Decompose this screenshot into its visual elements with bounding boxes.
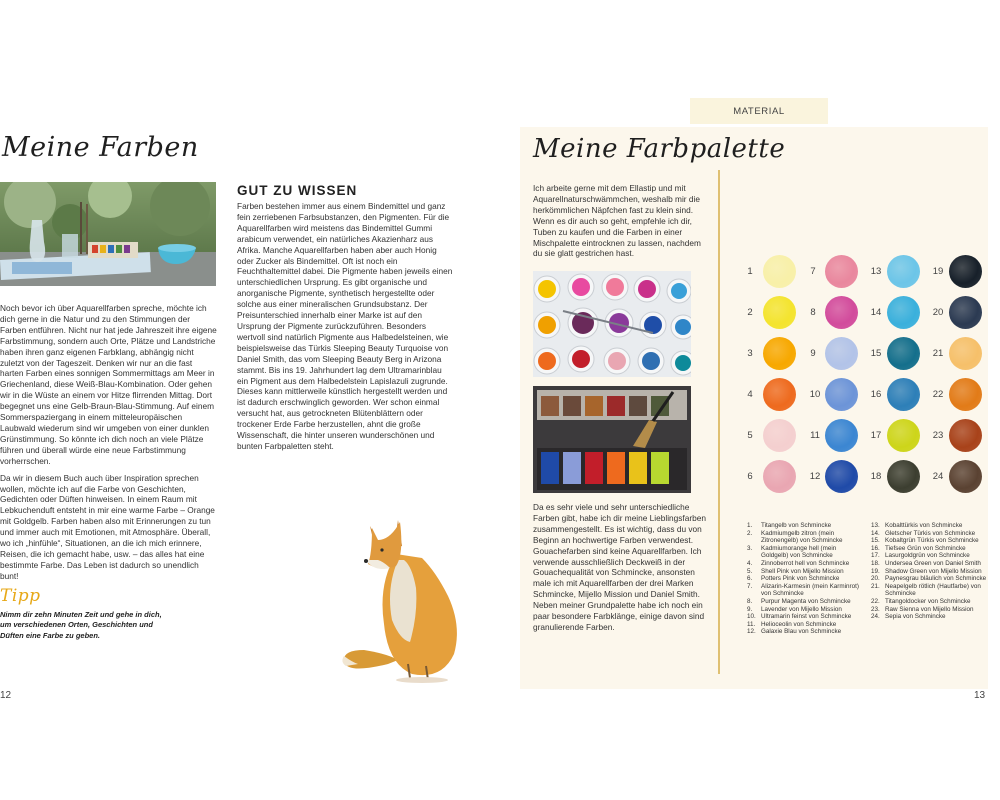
- color-swatch: [763, 419, 796, 452]
- gut-zu-wissen-text: Farben bestehen immer aus einem Bindemittel und ganz fein zerriebenen Farbsubstanzen, den Pigmenten. Für die Aquarellfarben wird meistens das Bindemittel Gummi arabicum verwendet, ein natürliches Akazienharz aus Afrika. Manche Aquarellfarben haben aber auch Honig oder Zucker als Bindemittel. Oft ist noch ein Feuchthaltemittel dabei. Die Pigmente haben jeweils einen unterschiedlichen Ursprung. Es gibt organische und anorganische Pigmente, synthetisch hergestellte oder solche aus einer mineralischen Grundsubstanz. Der Preisunterschied innerhalb einer Marke ist auf den Ursprung der Pigmente zurückzuführen. Besonders wertvoll sind natürlich Pigmente aus Halbedelsteinen, wie beispielsweise das Türkis Sleeping Beauty Turquoise von Daniel Smith, das vom Sleeping Beauty Berg in Arizona stammt. Bis ins 19. Jahrhundert lag dem Ultramarinblau ein Pigment aus dem Halbedelstein Lapislazuli zugrunde. Dieses kann mittlerweile künstlich hergestellt werden und ist dadurch erschwinglich geworden. Wer schon einmal versucht hat, aus getrockneten Blütenblättern oder trockener Erde Farbe herzustellen, ahnt die große Wissenschaft, die hinter unseren wunderschönen und bunten Farbpaletten steht.: [237, 201, 453, 451]
- swatch-number: 12: [809, 471, 821, 482]
- gold-divider: [718, 170, 720, 674]
- paintbox-photo-illustration: [533, 386, 691, 493]
- garden-table-photo: [0, 182, 216, 286]
- legend-number: 4.: [747, 559, 753, 567]
- swatch-number: 15: [870, 348, 882, 359]
- swatch-number: 5: [747, 430, 753, 441]
- legend-item: [871, 583, 987, 598]
- color-swatch: [949, 337, 982, 370]
- paint-box-photo: [533, 386, 691, 493]
- legend-number: 1.: [747, 522, 753, 529]
- legend-label: Sepia von Schmincke: [885, 613, 946, 621]
- color-swatch: [887, 460, 920, 493]
- swatch-number: 8: [810, 307, 816, 318]
- color-swatch: [825, 337, 858, 370]
- legend-number: 18.: [871, 559, 880, 567]
- color-swatch: [887, 378, 920, 411]
- palette-intro-text: Ich arbeite gerne mit dem Ellastip und mit Aquarellnaturschwämmchen, weshalb mir die herkömmlichen Näpfchen fast zu klein sind. Wenn es dir auch so geht, empfehle ich dir, Tuben zu kaufen und die Farben in einer Mischpalette eintrocknen zu lassen, nachdem du sie glatt gestrichen hast.: [533, 183, 701, 259]
- legend-label: Helioceolin von Schmincke: [761, 620, 837, 628]
- left-page-number: 12: [0, 690, 12, 701]
- legend-label: Tiefsee Grün von Schmincke: [885, 544, 966, 552]
- legend-item: [747, 621, 859, 629]
- left-page-title: Meine Farben: [2, 132, 199, 163]
- legend-number: 13.: [871, 522, 880, 529]
- legend-item: [747, 560, 859, 568]
- legend-number: 20.: [871, 575, 880, 583]
- legend-number: 17.: [871, 552, 880, 560]
- material-tab-label: MATERIAL: [733, 106, 785, 117]
- legend-item: [747, 598, 859, 606]
- legend-item: [871, 552, 987, 560]
- color-swatch: [825, 296, 858, 329]
- swatch-number: 18: [870, 471, 882, 482]
- legend-item: [871, 537, 987, 545]
- legend-label: Undersea Green von Daniel Smith: [885, 559, 981, 567]
- color-swatch: [825, 255, 858, 288]
- color-swatch: [887, 337, 920, 370]
- color-swatch: [887, 419, 920, 452]
- intro-paragraph-2: Da wir in diesem Buch auch über Inspiration sprechen wollen, möchte ich auf die Farbe von Geschichten, Gedichten oder Düften hinweisen. In einem Raum mit Lebkuchenduft entsteht in mir eine warme Farbe – Orange mit Goldgelb. Farben haben also mit Erinnerungen zu tun und immer auch mit Emotionen, mit Atmosphäre. Überall, wo ich „hinfühle“, Situationen, an die ich mich erinnere, Reisen, die ich gemacht habe, usw. – das alles hat eine bestimmte Farbe. Das Leben ist dadurch so unendlich bunt!: [0, 472, 215, 581]
- legend-number: 2.: [747, 529, 753, 537]
- color-swatch: [763, 255, 796, 288]
- legend-label: Alizarin-Karmesin (mein Karminrot) von Schmincke: [761, 582, 859, 598]
- swatch-number: 2: [747, 307, 753, 318]
- legend-item: [871, 530, 987, 538]
- right-page-title: Meine Farbpalette: [533, 134, 786, 164]
- legend-item: [747, 522, 859, 530]
- legend-number: 11.: [747, 620, 756, 628]
- legend-number: 9.: [747, 605, 753, 613]
- legend-item: [871, 606, 987, 614]
- swatch-number: 10: [809, 389, 821, 400]
- legend-label: Neapelgelb rötlich (Hautfarbe) von Schmincke: [885, 582, 981, 598]
- legend-number: 21.: [871, 582, 880, 590]
- swatch-number: 3: [747, 348, 753, 359]
- legend-item: [871, 522, 987, 530]
- color-swatch: [949, 296, 982, 329]
- legend-label: Lavender von Mijello Mission: [761, 605, 842, 613]
- legend-label: Titangelb von Schmincke: [761, 522, 832, 529]
- legend-number: 5.: [747, 567, 753, 575]
- swatch-number: 9: [810, 348, 816, 359]
- tipp-label: Tipp: [0, 586, 41, 606]
- legend-item: [871, 560, 987, 568]
- swatch-number: 22: [932, 389, 944, 400]
- legend-label: Galaxie Blau von Schmincke: [761, 628, 842, 636]
- legend-number: 15.: [871, 537, 880, 545]
- legend-number: 8.: [747, 597, 753, 605]
- color-legend-left: [747, 522, 859, 636]
- swatch-number: 11: [810, 430, 820, 441]
- legend-item: [747, 575, 859, 583]
- swatch-number: 20: [932, 307, 944, 318]
- color-swatch: [825, 460, 858, 493]
- legend-item: [871, 568, 987, 576]
- legend-label: Potters Pink von Schmincke: [761, 575, 840, 583]
- legend-item: [747, 628, 859, 636]
- paint-palette-photo: [533, 271, 691, 377]
- color-swatch: [949, 460, 982, 493]
- legend-item: [747, 545, 859, 560]
- swatch-number: 1: [747, 266, 753, 277]
- swatch-number: 13: [870, 266, 882, 277]
- legend-label: Paynesgrau bläulich von Schmincke: [885, 575, 987, 583]
- legend-number: 10.: [747, 613, 756, 621]
- color-swatch: [825, 419, 858, 452]
- legend-label: Raw Sienna von Mijello Mission: [885, 605, 974, 613]
- swatch-number: 7: [810, 266, 816, 277]
- color-swatch: [763, 296, 796, 329]
- legend-label: Titangoldocker von Schmincke: [885, 597, 971, 605]
- swatch-number: 4: [747, 389, 753, 400]
- color-swatch: [763, 378, 796, 411]
- color-swatch: [949, 378, 982, 411]
- swatch-number: 24: [932, 471, 944, 482]
- tipp-text: Nimm dir zehn Minuten Zeit und gehe in dich, um verschiedenen Orten, Geschichten und Düften eine Farbe zu geben.: [0, 610, 162, 640]
- legend-item: [871, 575, 987, 583]
- legend-label: Shadow Green von Mijello Mission: [885, 567, 982, 575]
- fox-drawing: [338, 514, 468, 686]
- color-swatch: [763, 460, 796, 493]
- legend-label: Kadmiumorange hell (mein Goldgelb) von Schmincke: [761, 544, 837, 560]
- legend-label: Kadmiumgelb zitron (mein Zitronengelb) von Schmincke: [761, 529, 843, 545]
- color-swatch: [949, 255, 982, 288]
- garden-photo-illustration: [0, 182, 216, 286]
- legend-number: 14.: [871, 529, 880, 537]
- legend-item: [747, 613, 859, 621]
- color-legend-right: [871, 522, 987, 621]
- legend-label: Shell Pink von Mijello Mission: [761, 567, 844, 575]
- legend-item: [747, 606, 859, 614]
- color-swatch: [887, 255, 920, 288]
- legend-label: Kobaltgrün Türkis von Schmincke: [885, 537, 979, 545]
- swatch-number: 17: [870, 430, 882, 441]
- legend-number: 16.: [871, 544, 880, 552]
- legend-number: 3.: [747, 544, 753, 552]
- swatch-number: 16: [870, 389, 882, 400]
- swatch-number: 21: [932, 348, 944, 359]
- gut-zu-wissen-heading: GUT ZU WISSEN: [237, 183, 358, 198]
- legend-number: 12.: [747, 628, 756, 636]
- legend-number: 7.: [747, 582, 753, 590]
- legend-item: [747, 583, 859, 598]
- legend-label: Purpur Magenta von Schmincke: [761, 597, 851, 605]
- intro-paragraph-1: Noch bevor ich über Aquarellfarben spreche, möchte ich dich gerne in die Natur und zu den Stimmungen der Farben entführen. Nicht nur hat jede Jahreszeit ihre eigene Farbstimmung, sondern auch Orte, Plätze und Landstriche haben ihren ganz eigenen Farbklang, abhängig nicht zuletzt von der Tageszeit. Denken wir nur an die fast harten Farben eines sonnigen Sommermittags am Meer in Griechenland, diese Weiß-Blau-Kombination. Oder gehen wir in die Wüste an einem vor Hitze flirrenden Mittag. Dort begegnet uns eine Gelb-Braun-Blau-Stimmung. Auf einem Sommerspaziergang in einem mitteleuropäischen Laubwald wiederum sind wir umgeben von einer dunklen Grünstimmung. So könnte ich dich noch an viele Plätze führen und überall würde eine neue Farbstimmung vorherrschen.: [0, 303, 217, 466]
- legend-label: Ultramarin feinst von Schmincke: [761, 613, 852, 621]
- swatch-number: 19: [932, 266, 944, 277]
- legend-label: Lasurgoldgrün von Schmincke: [885, 552, 970, 560]
- right-page-number: 13: [974, 690, 986, 701]
- palette-photo-illustration: [533, 271, 691, 377]
- swatch-number: 23: [932, 430, 944, 441]
- swatch-number: 6: [747, 471, 753, 482]
- legend-item: [747, 530, 859, 545]
- legend-number: 22.: [871, 597, 880, 605]
- color-swatch: [949, 419, 982, 452]
- legend-item: [871, 598, 987, 606]
- color-swatch: [887, 296, 920, 329]
- legend-label: Kobalttürkis von Schmincke: [885, 522, 963, 529]
- legend-item: [871, 613, 987, 621]
- legend-number: 6.: [747, 575, 753, 583]
- legend-item: [747, 568, 859, 576]
- palette-explanation-text: Da es sehr viele und sehr unterschiedliche Farben gibt, habe ich dir meine Lieblingsfarben zusammengestellt. Es ist wichtig, dass du von Beginn an hochwertige Farben verwendest. Gouachefarben sind keine Aquarellfarben. Ich verwende ausschließlich Deckweiß in der Gouachequalität von Schmincke, ansonsten male ich mit Aquarellfarben der drei Marken Schmincke, Mijello Mission und Daniel Smith. Neben meiner Grundpalette habe ich noch ein paar besondere Farbklänge, einige davon sind granulierende Farben.: [533, 502, 706, 632]
- fox-illustration: [338, 514, 468, 686]
- legend-label: Gletscher Türkis von Schmincke: [885, 529, 976, 537]
- color-swatch: [825, 378, 858, 411]
- swatch-grid: [735, 250, 985, 500]
- legend-number: 23.: [871, 605, 880, 613]
- color-swatch: [763, 337, 796, 370]
- legend-number: 24.: [871, 613, 880, 621]
- legend-number: 19.: [871, 567, 880, 575]
- swatch-number: 14: [870, 307, 882, 318]
- legend-label: Zinnoberrot hell von Schmincke: [761, 559, 850, 567]
- legend-item: [871, 545, 987, 553]
